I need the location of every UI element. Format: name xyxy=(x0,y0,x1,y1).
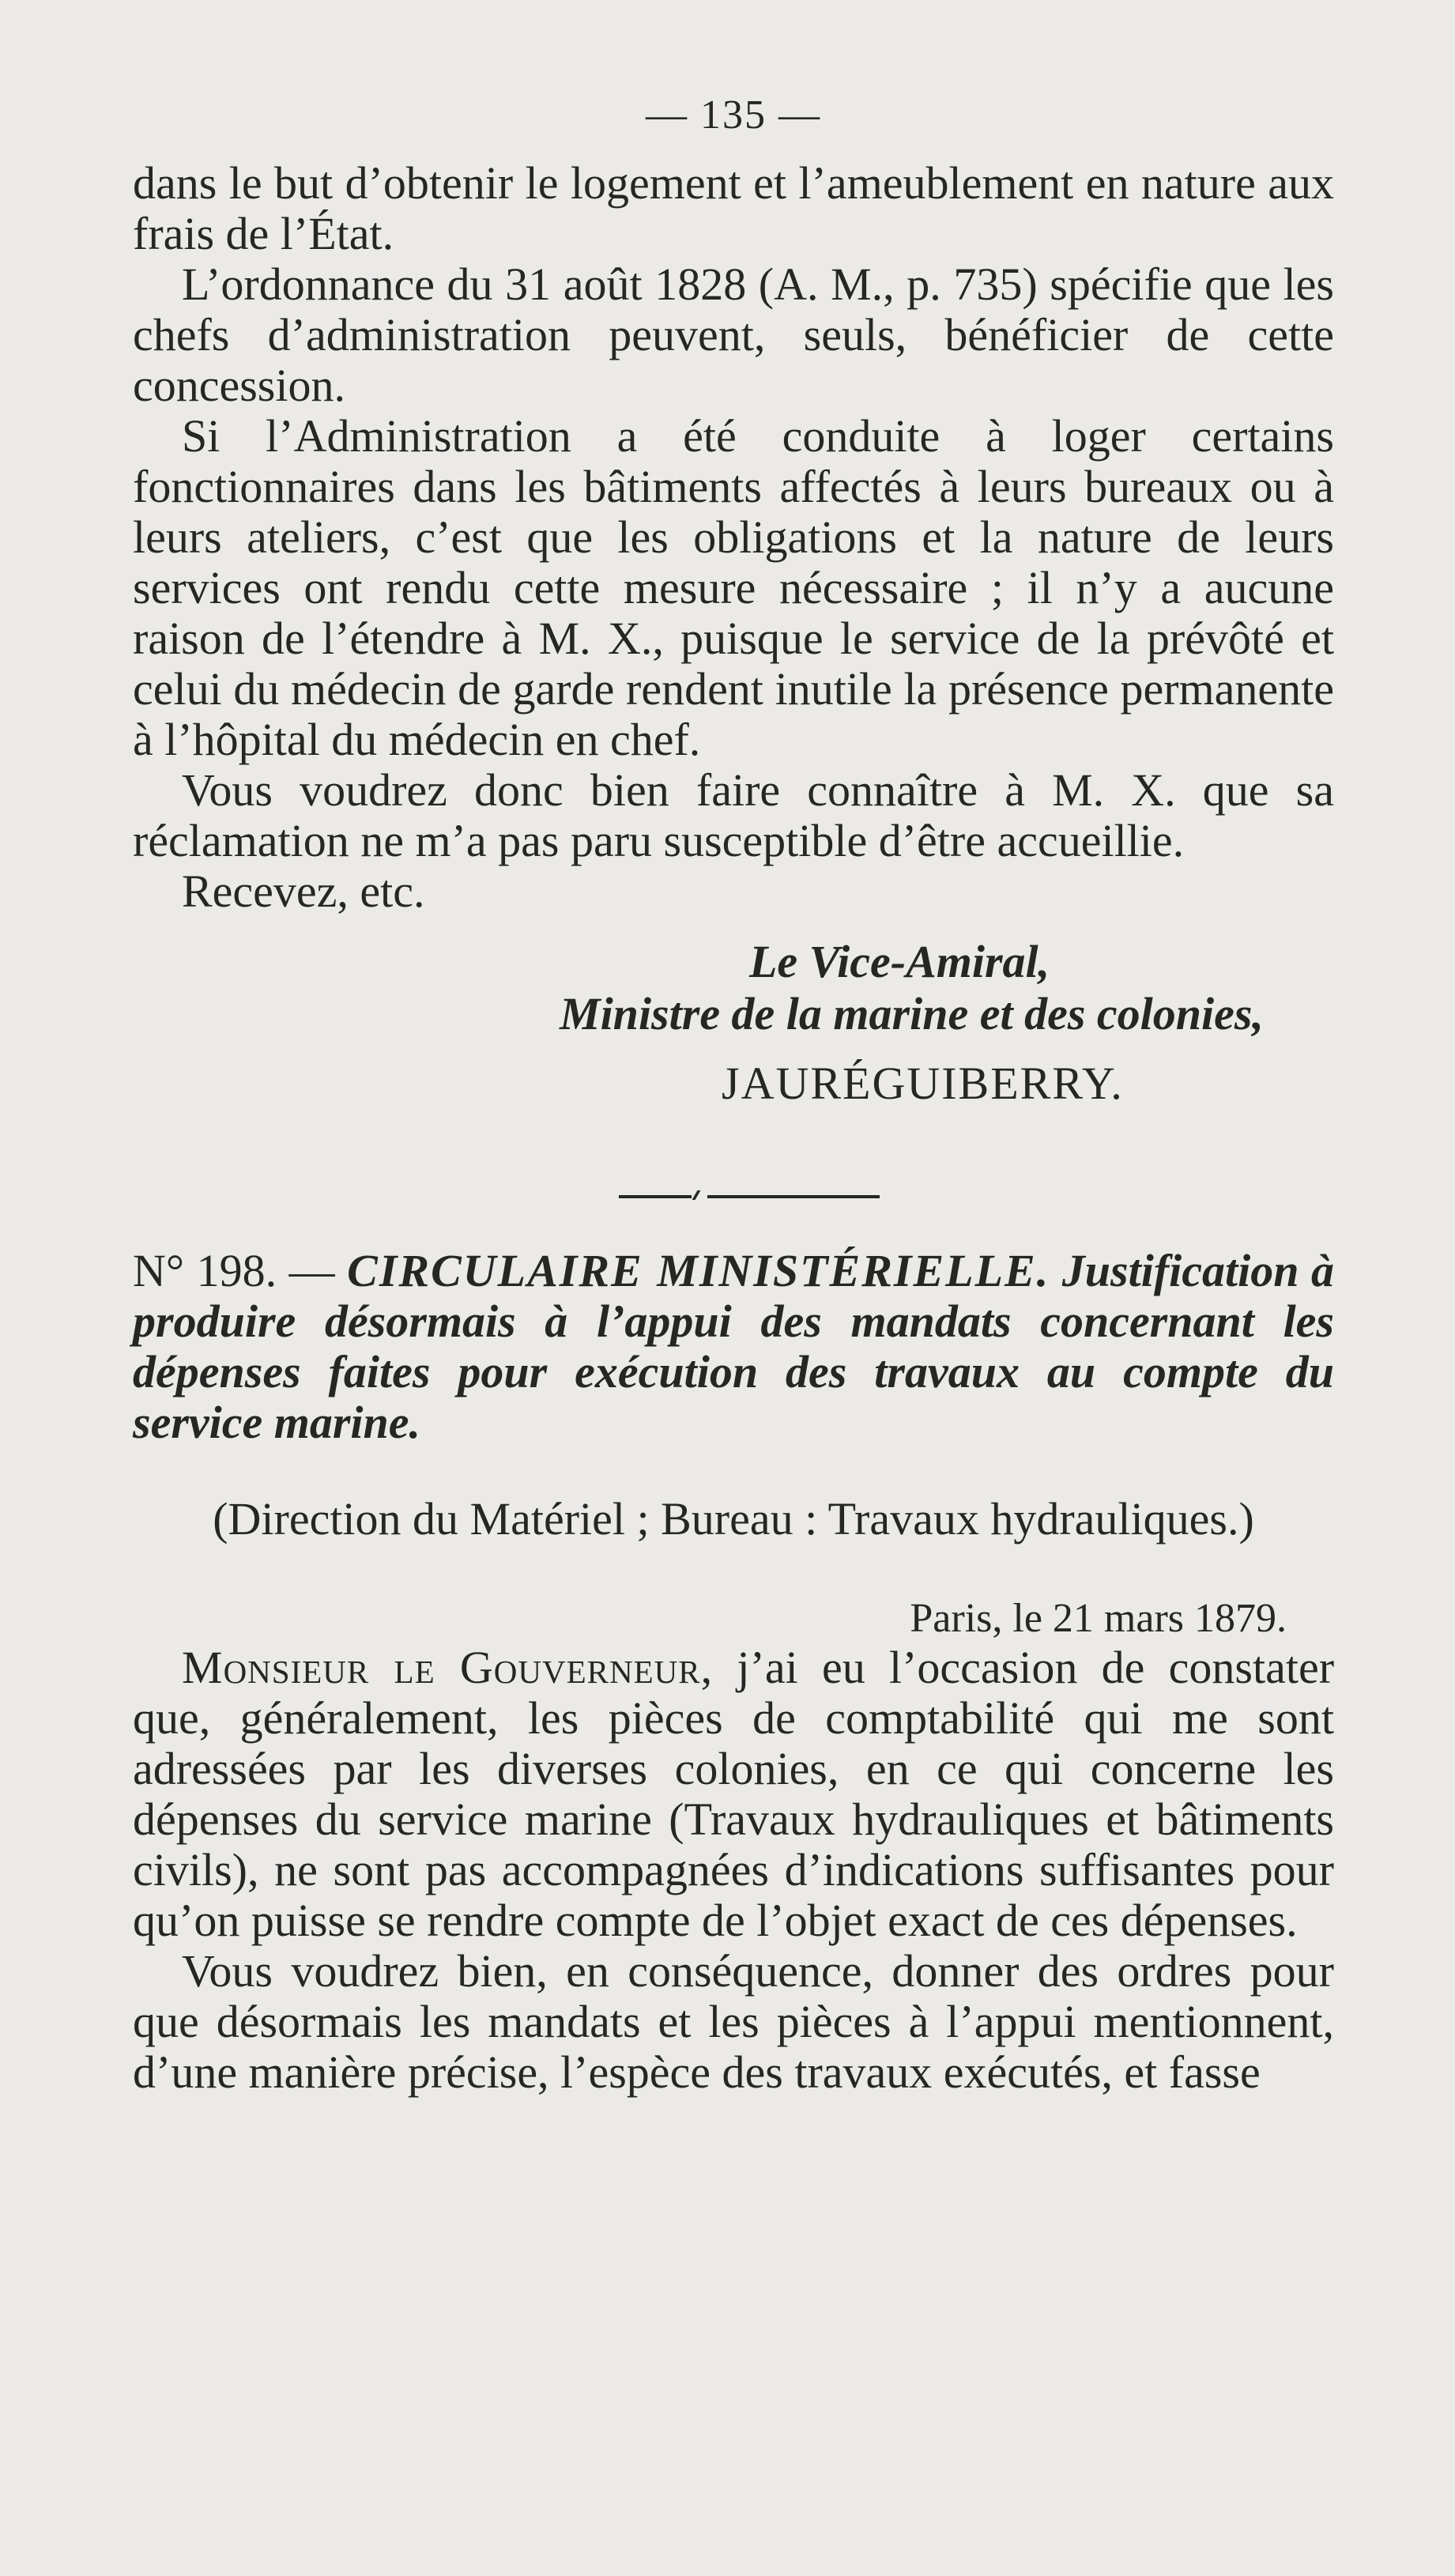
paragraph-administration: Si l’Administration a été conduite à loger certains fonctionnaires dans les bâtiments affectés à leurs bureaux ou à leurs ateliers, c’est que les obligations et la nature de leurs services ont rendu cette mesure nécessaire ; il n’y a aucune raison de l’étendre à M. X., puisque le service de la prévôté et celui du médecin de garde rendent inutile la présence permanente à l’hôpital du médecin en chef. xyxy=(133,410,1334,765)
paragraph-closing: Recevez, etc. xyxy=(182,866,425,917)
signature-office: Ministre de la marine et des colonies, xyxy=(560,988,1264,1039)
paragraph-reclamation: Vous voudrez donc bien faire connaître à M. X. que sa réclamation ne m’a pas paru susceptible d’être accueillie. xyxy=(133,764,1334,866)
circular-body-first xyxy=(133,1643,1334,1946)
circular-body-second: Vous voudrez bien, en conséquence, donner des ordres pour que désormais les mandats et les pièces à l’appui mentionnent, d’une manière précise, l’espèce des travaux exécutés, et fasse xyxy=(133,1945,1334,2098)
circular-date: Paris, le 21 mars 1879. xyxy=(910,1596,1287,1641)
page-number: — 135 — xyxy=(646,92,821,138)
section-divider xyxy=(619,1195,880,1198)
signature-name: JAURÉGUIBERRY. xyxy=(722,1058,1124,1109)
divider-right-rule xyxy=(707,1195,880,1198)
document-page xyxy=(133,87,1334,2098)
paragraph-continuation: dans le but d’obtenir le logement et l’ameublement en nature aux frais de l’État. xyxy=(133,157,1334,259)
circular-heading: CIRCULAIRE MINISTÉRIELLE. xyxy=(347,1245,1050,1296)
circular-direction: (Direction du Matériel ; Bureau : Travaux hydrauliques.) xyxy=(213,1493,1254,1544)
circular-title xyxy=(133,1246,1334,1448)
signature-rank: Le Vice-Amiral, xyxy=(749,936,1050,987)
circular-body-first-text: j’ai eu l’occasion de constater que, généralement, les pièces de comptabilité qui me sont adressées par les diverses colonies, en ce qui concerne les dépenses du service marine (Travaux hydrauliques et bâtiments civils), ne sont pas accompagnées d’indications suffisantes pour qu’on puisse se rendre compte de l’objet exact de ces dépenses. xyxy=(133,1642,1335,1946)
circular-number: N° 198. — xyxy=(133,1245,348,1296)
circular-subject: Justification à produire désormais à l’appui des mandats concernant les dépenses faites pour exécution des travaux au compte du service marine. xyxy=(133,1245,1335,1448)
divider-left-rule xyxy=(619,1195,692,1198)
circular-salutation: Monsieur le Gouverneur, xyxy=(182,1642,714,1693)
paragraph-ordonnance: L’ordonnance du 31 août 1828 (A. M., p. 735) spécifie que les chefs d’administration peuvent, seuls, bénéficier de cette concession. xyxy=(133,258,1334,411)
signature-block xyxy=(133,936,1334,1110)
